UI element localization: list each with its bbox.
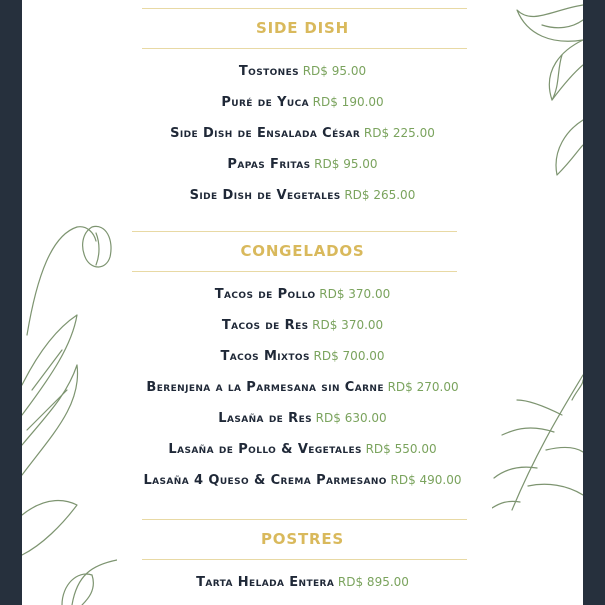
section-rule-top [142,519,467,520]
section-rule-bottom [132,271,457,272]
item-name: Side Dish de Vegetales [189,188,341,203]
item-name: Tarta Helada Entera [196,575,335,590]
section-rule-bottom [142,48,467,49]
item-name: Lasaña 4 Queso & Crema Parmesano [143,473,387,488]
item-price: RD$ 490.00 [390,473,462,487]
item-price: RD$ 95.00 [302,64,367,78]
item-name: Tacos de Res [221,318,309,333]
section-rule-top [142,8,467,9]
section-title-congelados: CONGELADOS [240,242,365,260]
menu-item [22,318,583,333]
menu-item [22,157,583,172]
item-price: RD$ 265.00 [344,188,416,202]
item-price: RD$ 550.00 [365,442,437,456]
item-price: RD$ 630.00 [315,411,387,425]
menu-item [22,442,583,457]
item-price: RD$ 370.00 [312,318,384,332]
menu-item [22,188,583,203]
item-name: Papas Fritas [227,157,311,172]
section-rule-bottom [142,559,467,560]
menu-item [22,411,583,426]
item-price: RD$ 190.00 [312,95,384,109]
section-rule-top [132,231,457,232]
item-price: RD$ 95.00 [314,157,378,171]
menu-item [22,575,583,590]
item-price: RD$ 895.00 [337,575,409,589]
item-name: Puré de Yuca [221,95,309,110]
menu-item [22,349,583,364]
item-name: Tacos de Pollo [214,287,316,302]
item-price: RD$ 700.00 [313,349,385,363]
menu-item [22,95,583,110]
menu-item [22,380,583,395]
menu-item [22,473,583,488]
menu-item [22,287,583,302]
section-title-postres: POSTRES [261,530,344,548]
item-name: Tacos Mixtos [220,349,310,364]
menu-page [22,0,583,605]
item-name: Tostones [238,64,300,79]
item-price: RD$ 225.00 [363,126,435,140]
menu-item [22,126,583,141]
item-name: Berenjena a la Parmesana sin Carne [146,380,384,395]
section-title-side-dish: SIDE DISH [256,19,349,37]
item-name: Side Dish de Ensalada César [170,126,361,141]
menu-item [22,64,583,79]
item-price: RD$ 370.00 [319,287,391,301]
item-name: Lasaña de Res [218,411,313,426]
item-price: RD$ 270.00 [387,380,459,394]
item-name: Lasaña de Pollo & Vegetales [168,442,362,457]
